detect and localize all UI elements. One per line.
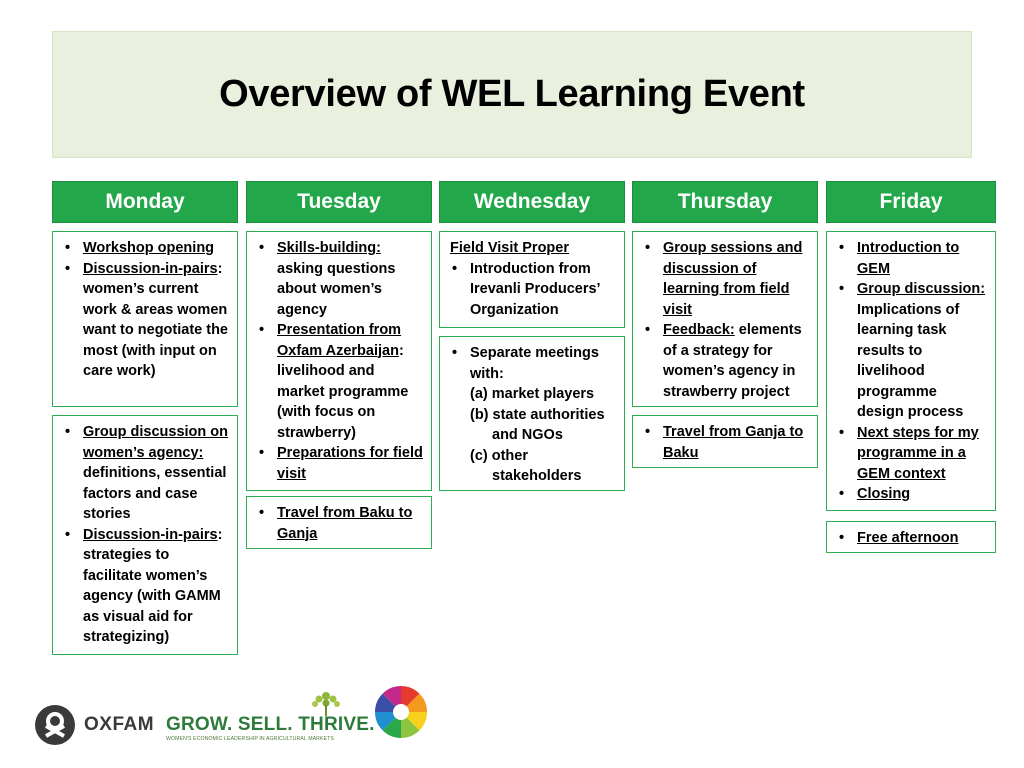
day-header-wednesday: Wednesday <box>439 181 625 223</box>
list-item: • Group sessions and discussion of learning from field visit <box>643 238 809 320</box>
card-wednesday-1 <box>439 231 625 328</box>
list-item: • Travel from Ganja to Baku <box>643 422 809 463</box>
card-monday-2 <box>52 415 238 655</box>
day-header-tuesday: Tuesday <box>246 181 432 223</box>
oxfam-logo <box>34 704 154 746</box>
oxfam-wordmark: OXFAM <box>84 714 155 735</box>
day-header-friday: Friday <box>826 181 996 223</box>
grow-sell-thrive-tagline: WOMEN'S ECONOMIC LEADERSHIP IN AGRICULTURAL MARKETS <box>166 736 334 742</box>
card-thursday-1 <box>632 231 818 407</box>
card-tuesday-1 <box>246 231 432 491</box>
list-item: • Group discussion on women’s agency: definitions, essential factors and case stories <box>63 422 229 525</box>
day-header-monday: Monday <box>52 181 238 223</box>
list-item: • Next steps for my programme in a GEM context <box>837 423 987 485</box>
slide-title: Overview of WEL Learning Event <box>219 73 805 115</box>
list-item: • Travel from Baku to Ganja <box>257 503 423 544</box>
list-item: • Presentation from Oxfam Azerbaijan: livelihood and market programme (with focus on strawberry) <box>257 320 423 443</box>
list-item: • Closing <box>837 484 987 505</box>
column-friday <box>826 181 1012 546</box>
color-wheel-icon <box>373 684 429 740</box>
color-wheel-logo <box>373 684 429 745</box>
day-header-thursday: Thursday <box>632 181 818 223</box>
card-friday-1 <box>826 231 996 511</box>
card-tuesday-2 <box>246 496 432 549</box>
sub-item: (c) other stakeholders <box>470 447 582 484</box>
column-tuesday <box>246 181 432 542</box>
list-item: • Feedback: elements of a strategy for women’s agency in strawberry project <box>643 320 809 402</box>
list-item: • Workshop opening <box>63 238 229 259</box>
sub-item: (b) state authorities and NGOs <box>470 406 605 443</box>
column-wednesday <box>439 181 625 484</box>
column-thursday <box>632 181 818 461</box>
sub-item: (a) market players <box>470 386 595 402</box>
list-item: • Introduction to GEM <box>837 238 987 279</box>
list-item: • Discussion-in-pairs: strategies to facilitate women’s agency (with GAMM as visual aid for strategizing) <box>63 525 229 648</box>
card-friday-2 <box>826 521 996 553</box>
title-band <box>52 31 972 158</box>
column-monday <box>52 181 238 645</box>
list-item: • Skills-building: asking questions about women’s agency <box>257 238 423 320</box>
oxfam-icon <box>34 704 76 746</box>
list-item: • Group discussion: Implications of learning task results to livelihood programme design process <box>837 279 987 423</box>
logo-strip <box>0 680 1024 768</box>
card-thursday-2 <box>632 415 818 468</box>
card-heading: Field Visit Proper <box>450 240 569 256</box>
list-item: • Discussion-in-pairs: women’s current work & areas women want to negotiate the most (with input on care work) <box>63 259 229 382</box>
list-item: • Free afternoon <box>837 528 987 549</box>
list-item: • Preparations for field visit <box>257 443 423 484</box>
list-item: • Separate meetings with: (a) market players (b) state authorities and NGOs (c) other stakeholders <box>450 343 616 487</box>
tree-icon <box>306 690 346 716</box>
card-monday-1 <box>52 231 238 407</box>
list-item: • Introduction from Irevanli Producers’ Organization <box>450 259 616 321</box>
card-wednesday-2 <box>439 336 625 491</box>
grow-sell-thrive-wordmark: GROW. SELL. THRIVE. <box>166 714 375 735</box>
